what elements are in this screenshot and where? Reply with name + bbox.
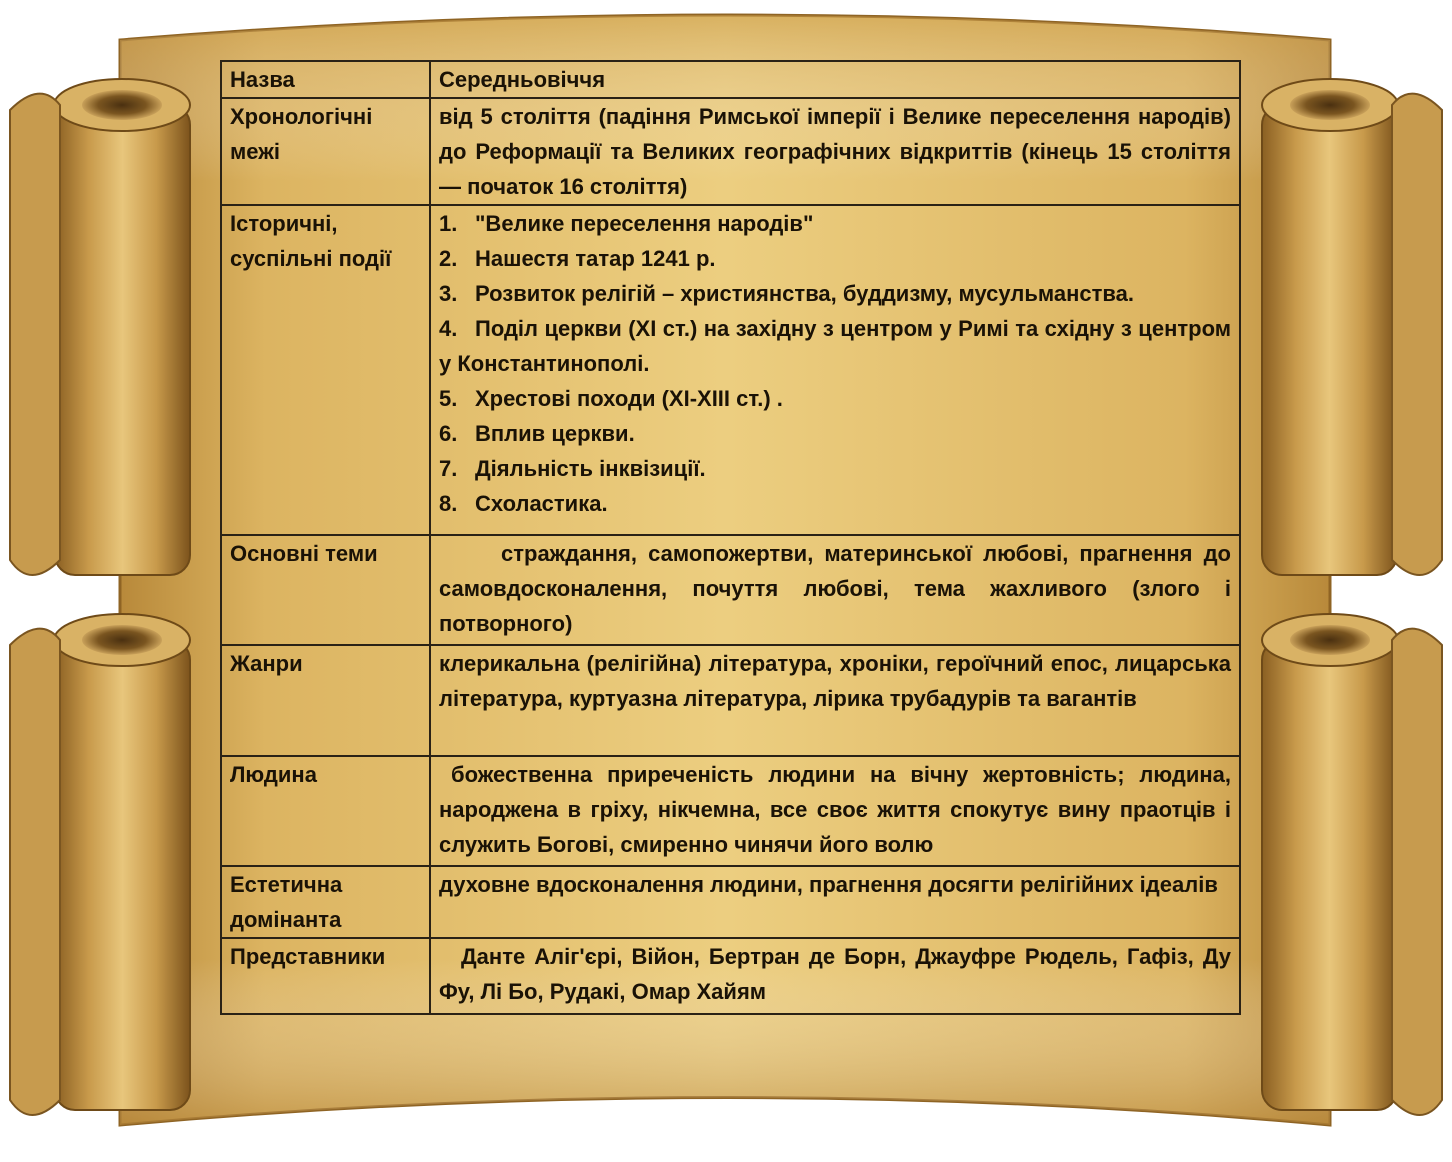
label-chronology: Хронологічні межі xyxy=(221,98,430,205)
era-table-container xyxy=(220,60,1241,1015)
table-row-themes xyxy=(221,535,1240,645)
list-item: 6. Вплив церкви. xyxy=(439,421,635,446)
table-row-man xyxy=(221,756,1240,866)
label-name: Назва xyxy=(221,61,430,98)
list-item: 8. Схоластика. xyxy=(439,491,608,516)
table-row-aesthetic xyxy=(221,866,1240,938)
events-list xyxy=(439,206,1231,521)
list-item: 7. Діяльність інквізиції. xyxy=(439,456,706,481)
table-row-representatives xyxy=(221,938,1240,1014)
label-representatives: Представники xyxy=(221,938,430,1014)
value-aesthetic: духовне вдосконалення людини, прагнення досягти релігійних ідеалів xyxy=(430,866,1240,938)
list-item: 2. Нашестя татар 1241 р. xyxy=(439,246,716,271)
label-themes: Основні теми xyxy=(221,535,430,645)
value-genres: клерикальна (релігійна) література, хроніки, героїчний епос, лицарська література, куртуазна література, лірика трубадурів та вагантів xyxy=(430,645,1240,756)
table-row-events xyxy=(221,205,1240,535)
list-item: 5. Хрестові походи (ХІ-ХІІІ ст.) . xyxy=(439,386,783,411)
value-name: Середньовіччя xyxy=(430,61,1240,98)
table-row-genres xyxy=(221,645,1240,756)
label-genres: Жанри xyxy=(221,645,430,756)
list-item: 3. Розвиток релігій – християнства, буддизму, мусульманства. xyxy=(439,281,1134,306)
value-themes: страждання, самопожертви, материнської любові, прагнення до самовдосконалення, почуття любові, тема жахливого (злого і потворного) xyxy=(430,535,1240,645)
era-table xyxy=(220,60,1241,1015)
value-man: божественна приреченість людини на вічну жертовність; людина, народжена в гріху, нікчемна, все своє життя спокутує вину праотців і служить Богові, смиренно чинячи його волю xyxy=(430,756,1240,866)
label-man: Людина xyxy=(221,756,430,866)
label-events: Історичні, суспільні події xyxy=(221,205,430,535)
list-item: 4. Поділ церкви (ХІ ст.) на західну з центром у Римі та східну з центром у Константинополі. xyxy=(439,316,1231,376)
value-events xyxy=(430,205,1240,535)
value-representatives: Данте Аліг'єрі, Війон, Бертран де Борн, Джауфре Рюдель, Гафіз, Ду Фу, Лі Бо, Рудакі, Омар Хайям xyxy=(430,938,1240,1014)
table-row-name xyxy=(221,61,1240,98)
table-row-chronology xyxy=(221,98,1240,205)
list-item: 1. "Велике переселення народів" xyxy=(439,211,814,236)
value-chronology: від 5 століття (падіння Римської імперії і Велике переселення народів) до Реформації та Великих географічних відкриттів (кінець 15 століття — початок 16 століття) xyxy=(430,98,1240,205)
label-aesthetic: Естетична домінанта xyxy=(221,866,430,938)
